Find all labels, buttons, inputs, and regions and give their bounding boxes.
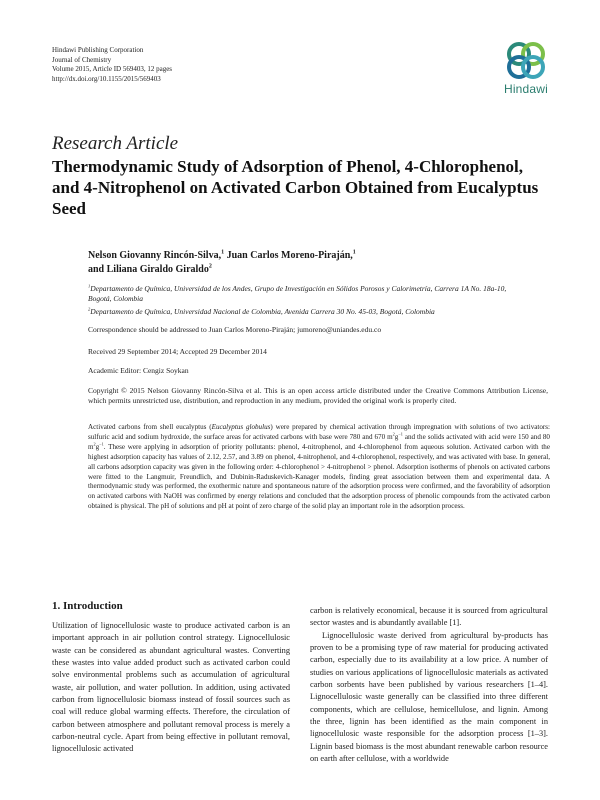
author-1-affil: 1 bbox=[221, 249, 225, 256]
author-1[interactable]: Nelson Giovanny Rincón-Silva, bbox=[88, 250, 222, 261]
body-column-left bbox=[52, 620, 290, 756]
author-2-affil: 1 bbox=[352, 249, 356, 256]
journal-metadata bbox=[52, 46, 172, 84]
logo-text: Hindawi bbox=[503, 82, 549, 96]
body-column-right bbox=[310, 605, 548, 765]
hindawi-rings-icon bbox=[504, 40, 548, 80]
author-list bbox=[88, 249, 528, 276]
correspondence: Correspondence should be addressed to Juan Carlos Moreno-Piraján; jumoreno@uniandes.edu.co bbox=[88, 325, 382, 334]
affiliation-2: $^2$Departamento de Química, Universidad Nacional de Colombia, Avenida Carrera 30 No. 45-03, Bogotá, Colombia bbox=[88, 306, 435, 316]
copyright-notice: Copyright © 2015 Nelson Giovanny Rincón-Silva et al. This is an open access article distributed under the Creative Commons Attribution License, which permits unrestricted use, distribution, and reproduction in any medium, provided the original work is properly cited. bbox=[88, 386, 548, 405]
volume-info: Volume 2015, Article ID 569403, 12 pages bbox=[52, 65, 173, 74]
hindawi-logo bbox=[498, 40, 554, 110]
academic-editor: Academic Editor: Cengiz Soykan bbox=[88, 366, 189, 375]
article-title: Thermodynamic Study of Adsorption of Phenol, 4-Chlorophenol, and 4-Nitrophenol on Activated Carbon Obtained from Eucalyptus Seed bbox=[52, 157, 539, 218]
received-accepted-dates: Received 29 September 2014; Accepted 29 December 2014 bbox=[88, 347, 267, 356]
author-3-affil: 2 bbox=[208, 263, 212, 270]
abstract: Activated carbons from shell eucalyptus (Eucalyptus globulus) were prepared by chemical activation through impregnation with solutions of two activators: sulfuric acid and sodium hydroxide, the surface areas for activated carbons with base were 780 and 670 $m^2g^{-1}$ and the solids activated with acid were 150 and 80 $m^2g^{-1}$. These were applying in adsorption of priority pollutants: phenol, 4-nitrophenol, and 4-chlorophenol from aqueous solution. Activated carbon with the highest adsorption capacity has values of 2.12, 2.57, and 3.89 on phenol, 4-nitrophenol, and 4-chlorophenol, respectively, and was activated with base. In general, all carbons adsorption capacity was given in the following order: 4-chlorophenol > 4-nitrophenol > phenol. Adsorption isotherms of phenols on activated carbons were fitted to the Langmuir, Freundlich, and Dubinin-Raduskevich-Kanager models, finding great association between them and experimental data. A thermodynamic study was performed, the exothermic nature and spontaneous nature of the adsorption process were confirmed, and the favorability of adsorption on activated carbons with NaOH was confirmed by energy relations and concluded that the adsorption process of phenolic compounds from the activated carbon obtained is physical. The pH of solutions and pH at point of zero charge of the solid play an important role in the adsorption process. bbox=[88, 423, 551, 511]
intro-paragraph-1: Utilization of lignocellulosic waste to produce activated carbon is an important approach in air pollution control strategy. Lignocellulosic waste can be considered as abundant agricultural wastes. Converting these wastes into value added product such as activated carbon could solve environmental problems such as accumulation of agricultural waste, air pollution, and water pollution. In addition, using activated carbon from lignocellulosic biomass instead of fossil sources such as coal will reduce global warming effects. Therefore, the circulation of carbon between atmosphere and pollutant removal process is merely a carbon-neutral cycle. Apart from being effective in pollutant removal, lignocellulosic activated bbox=[52, 621, 290, 754]
journal-name: Journal of Chemistry bbox=[52, 55, 112, 64]
affiliations bbox=[88, 284, 528, 320]
doi-link[interactable]: http://dx.doi.org/10.1155/2015/569403 bbox=[52, 74, 161, 83]
section-heading-introduction: 1. Introduction bbox=[52, 600, 123, 612]
author-3[interactable]: and Liliana Giraldo Giraldo bbox=[88, 263, 209, 275]
species-name: Eucalyptus globulus bbox=[211, 423, 271, 431]
affiliation-1: $^1$Departamento de Química, Universidad de los Andes, Grupo de Investigación en Sólidos Porosos y Calorimetría, Carrera 1A No. 18a-10, Bogotá, Colombia bbox=[88, 283, 507, 303]
author-2[interactable]: Juan Carlos Moreno-Piraján, bbox=[224, 250, 353, 261]
publisher-name: Hindawi Publishing Corporation bbox=[52, 46, 144, 54]
intro-paragraph-continued: carbon is relatively economical, because it is sourced from agricultural sector wastes and is abundantly available [1]. bbox=[310, 606, 548, 628]
intro-paragraph-2: Lignocellulosic waste derived from agricultural by-products has proven to be a promising type of raw material for producing activated carbon, especially due to its availability at a low price. A number of studies on various applications of lignocellulosic materials as activated carbon sorbents have been published by various researchers [1–4]. Lignocellulosic waste generally can be classified into three different components, which are cellulose, hemicellulose, and lignin. Among the three, lignin has been identified as the main component in lignocellulosic waste responsible for the adsorption process [1–3]. Lignin based biomass is the most abundant renewable carbon resource on earth after cellulose, with a worldwide bbox=[310, 630, 548, 764]
article-type: Research Article bbox=[52, 133, 179, 154]
